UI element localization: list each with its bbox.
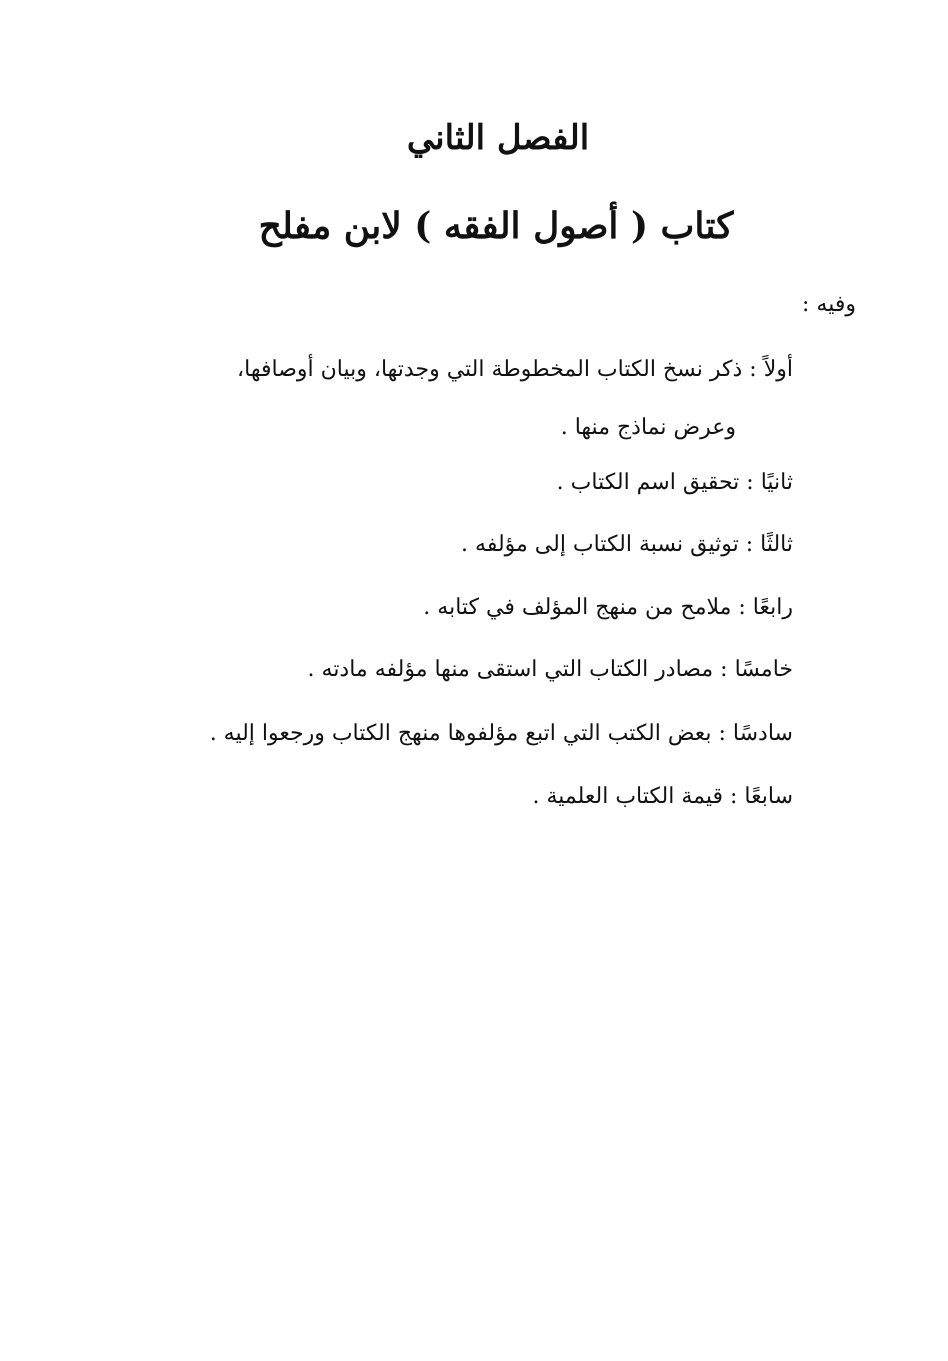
list-item-6 (210, 721, 793, 746)
list-item-1 (133, 341, 793, 457)
item-text: ملامح من منهج المؤلف في كتابه . (423, 595, 732, 620)
item-label: أولاً : (749, 357, 793, 382)
intro-text: وفيه : (802, 292, 856, 317)
item-label: ثالثًا : (745, 532, 793, 557)
item-label: ثانيًا : (746, 470, 793, 495)
item-text: تحقيق اسم الكتاب . (556, 470, 740, 495)
item-continuation: وعرض نماذج منها . (560, 415, 736, 440)
list-item-7 (532, 784, 793, 809)
item-label: رابعًا : (738, 595, 793, 620)
item-text: مصادر الكتاب التي استقى منها مؤلفه مادته . (307, 657, 714, 682)
book-title: كتاب ( أصول الفقه ) لابن مفلح (258, 205, 734, 247)
chapter-title: الفصل الثاني (406, 118, 590, 158)
list-item-5 (308, 657, 793, 682)
item-label: سادسًا : (718, 721, 793, 746)
list-item-2 (557, 470, 793, 495)
item-text: توثيق نسبة الكتاب إلى مؤلفه . (461, 532, 739, 557)
item-text: قيمة الكتاب العلمية . (532, 784, 724, 809)
list-item-3 (461, 532, 793, 557)
item-label: خامسًا : (720, 657, 793, 682)
list-item-4 (423, 595, 793, 620)
item-label: سابعًا : (730, 784, 793, 809)
item-text: بعض الكتب التي اتبع مؤلفوها منهج الكتاب ورجعوا إليه . (209, 721, 712, 746)
item-text: ذكر نسخ الكتاب المخطوطة التي وجدتها، وبيان أوصافها، (237, 357, 743, 382)
